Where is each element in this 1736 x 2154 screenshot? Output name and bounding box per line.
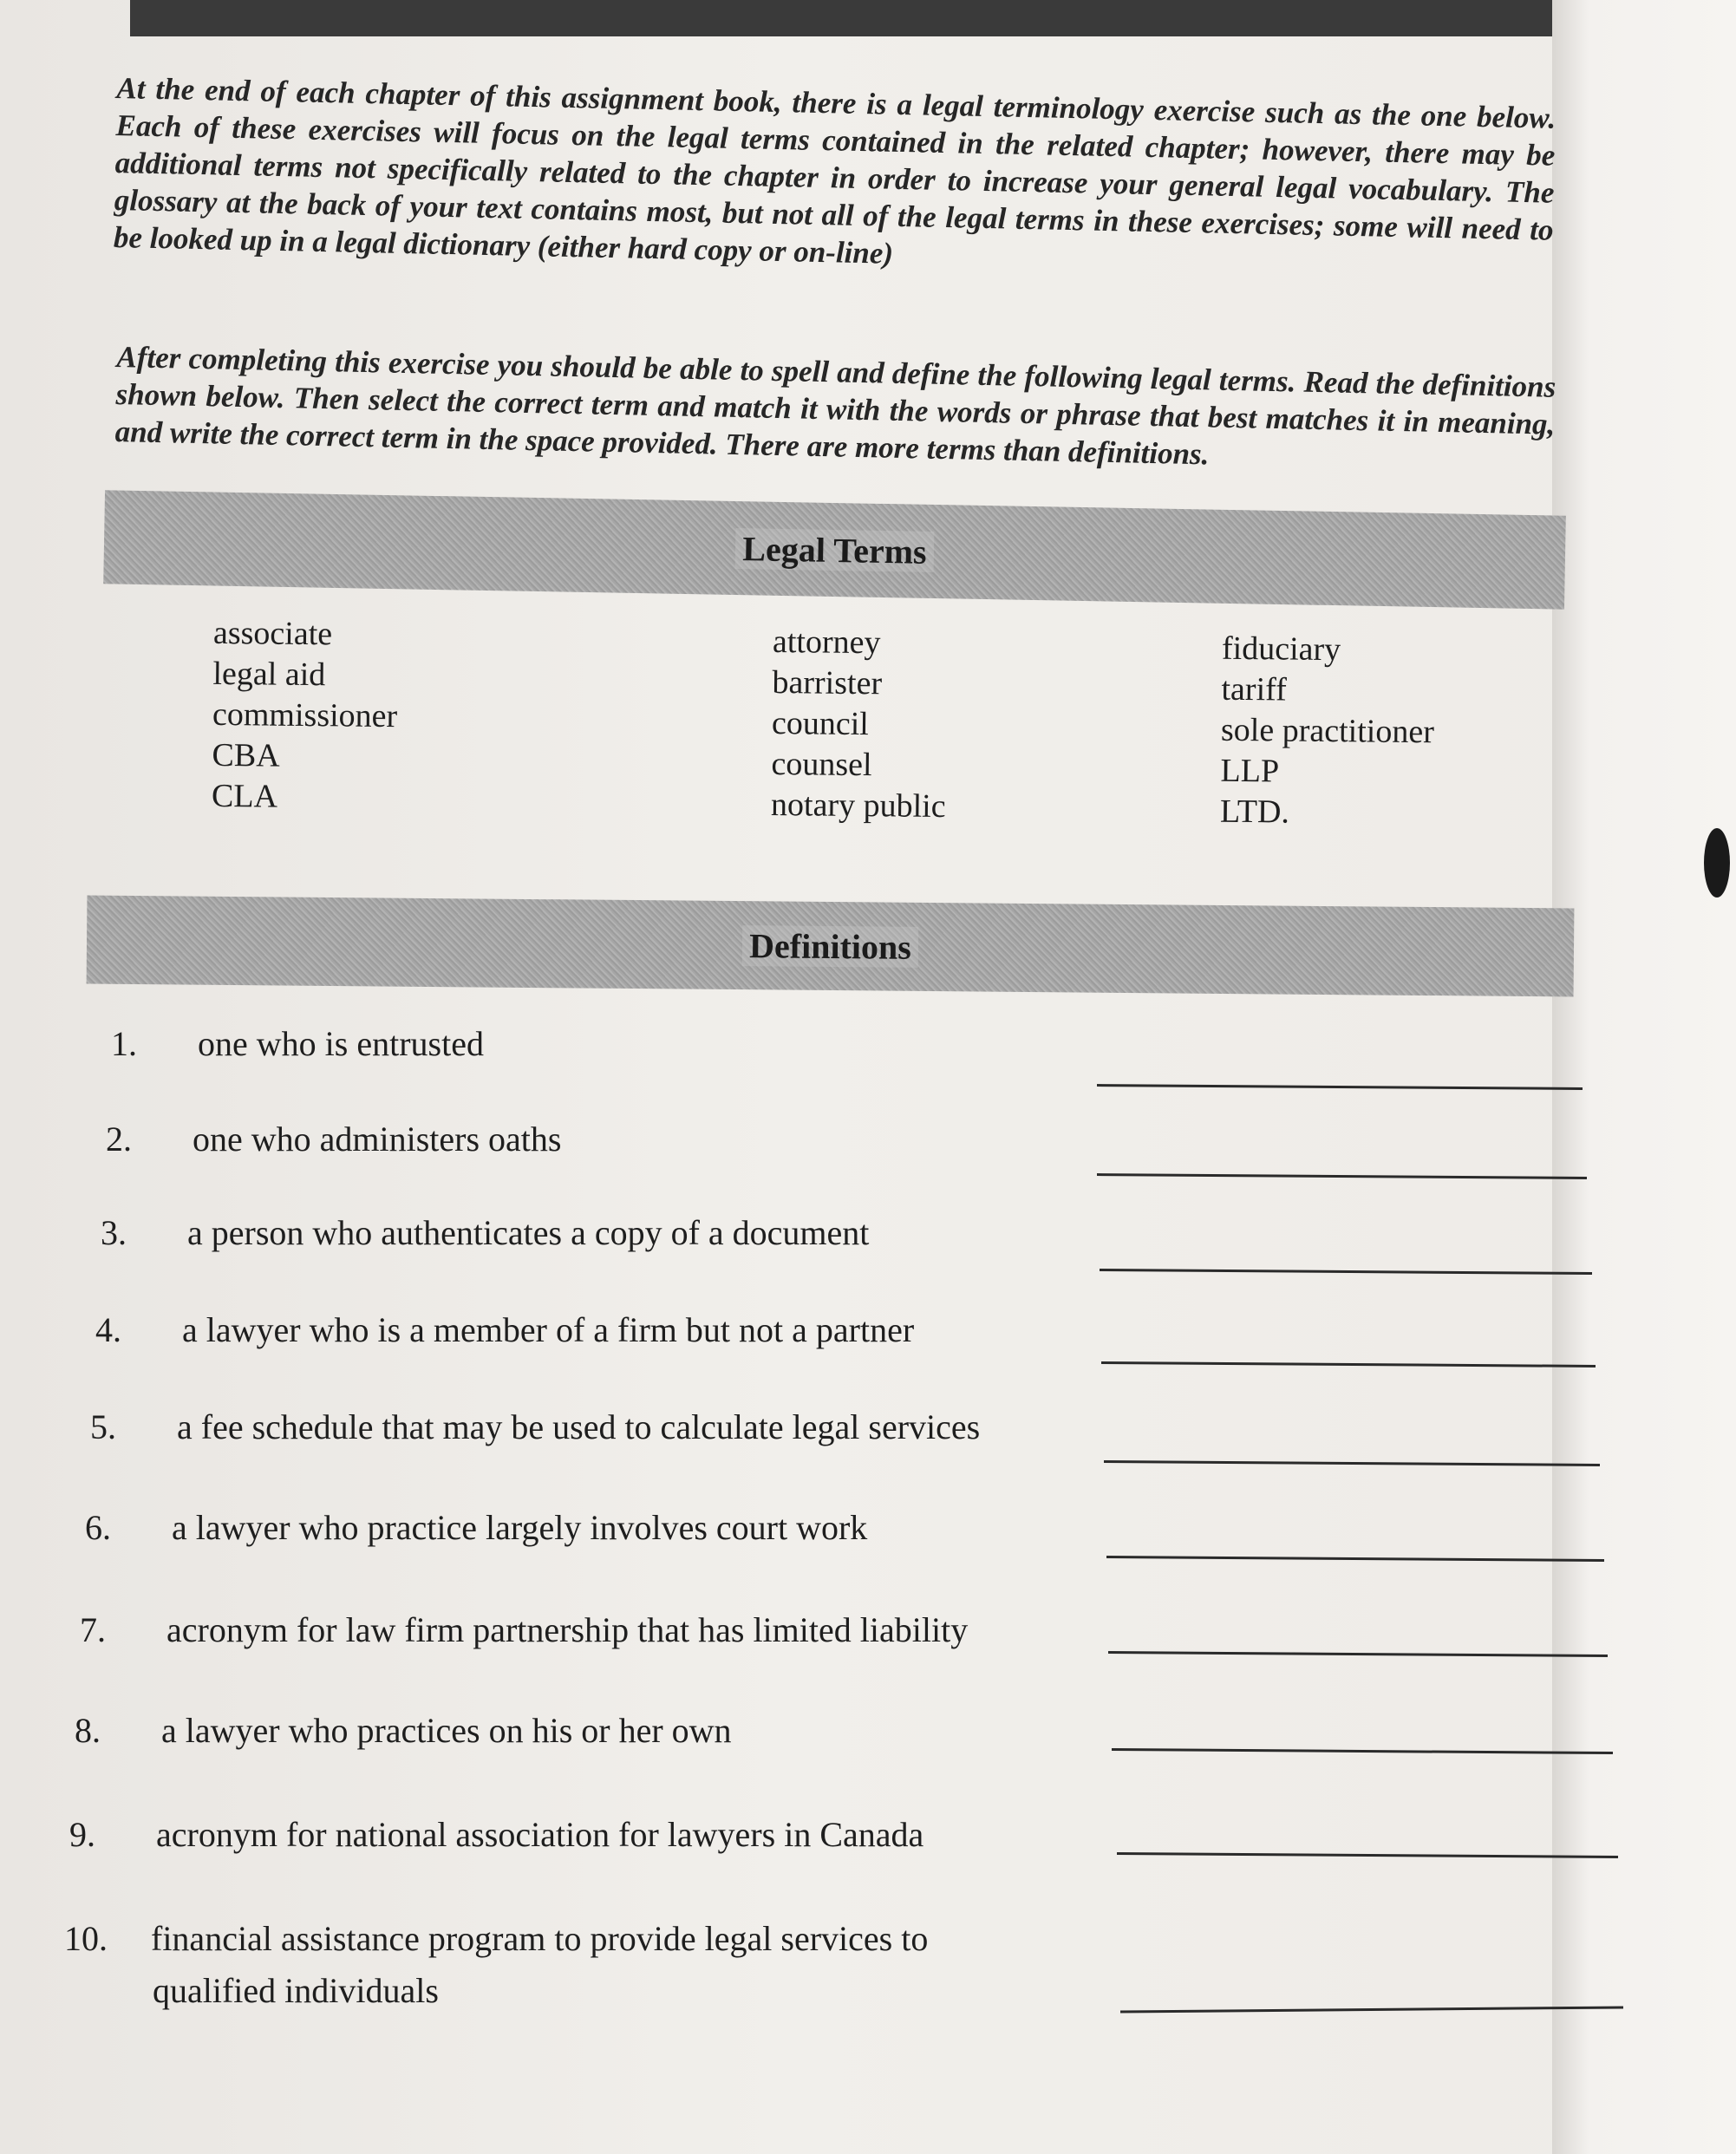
definition-number: 3. — [101, 1213, 127, 1252]
term-tariff: tariff — [1221, 670, 1287, 708]
definition-text: acronym for law firm partnership that has limited liability — [166, 1610, 969, 1649]
answer-blank-9[interactable] — [1117, 1852, 1618, 1858]
definition-number: 8. — [75, 1711, 101, 1750]
definition-number: 6. — [85, 1508, 111, 1547]
definition-text: one who administers oaths — [193, 1119, 562, 1159]
definition-text: a fee schedule that may be used to calculate legal services — [177, 1407, 981, 1446]
definition-text: a person who authenticates a copy of a document — [187, 1213, 870, 1252]
term-sole-practitioner: sole practitioner — [1220, 711, 1435, 751]
answer-blank-10[interactable] — [1120, 2006, 1623, 2013]
terms-column-3 — [1220, 629, 1435, 835]
definition-text: acronym for national association for lawyers in Canada — [156, 1815, 924, 1854]
term-cla: CLA — [211, 777, 278, 815]
term-legal-aid: legal aid — [212, 655, 326, 694]
answer-blank-4[interactable] — [1101, 1361, 1596, 1367]
term-council: council — [771, 704, 870, 743]
page-right-edge — [1552, 0, 1736, 2154]
definition-number: 5. — [90, 1407, 116, 1446]
answer-blank-8[interactable] — [1112, 1748, 1613, 1754]
answer-blank-7[interactable] — [1108, 1651, 1608, 1657]
definition-8 — [75, 1710, 732, 1751]
definition-number: 1. — [111, 1024, 137, 1063]
definition-10 — [64, 1918, 928, 1959]
definition-1 — [111, 1023, 484, 1064]
definition-4 — [95, 1309, 914, 1350]
definition-6 — [85, 1507, 867, 1548]
term-fiduciary: fiduciary — [1221, 630, 1341, 669]
terms-column-2 — [771, 622, 948, 827]
binder-hole — [1704, 828, 1730, 898]
answer-blank-5[interactable] — [1104, 1460, 1600, 1466]
answer-blank-1[interactable] — [1097, 1084, 1583, 1090]
term-associate: associate — [212, 614, 333, 653]
definition-7 — [80, 1609, 968, 1650]
term-attorney: attorney — [772, 623, 881, 662]
definition-2 — [106, 1119, 562, 1159]
definition-3 — [101, 1212, 869, 1253]
definition-number: 7. — [80, 1610, 106, 1649]
top-dark-edge — [130, 0, 1557, 36]
answer-blank-6[interactable] — [1106, 1556, 1604, 1562]
legal-terms-header — [103, 490, 1566, 609]
terms-column-1 — [212, 613, 399, 819]
definition-number: 2. — [106, 1119, 132, 1159]
term-notary-public: notary public — [770, 786, 946, 826]
definition-text: one who is entrusted — [198, 1024, 484, 1063]
term-cba: CBA — [212, 736, 280, 774]
definition-text: a lawyer who practice largely involves court work — [172, 1508, 868, 1547]
definition-number: 4. — [95, 1310, 121, 1349]
definition-number: 10. — [64, 1919, 108, 1958]
term-commissioner: commissioner — [212, 695, 398, 735]
definition-text: a lawyer who is a member of a firm but not a partner — [182, 1310, 915, 1349]
definitions-heading: Definitions — [742, 925, 918, 968]
definition-number: 9. — [69, 1815, 95, 1854]
definitions-header — [87, 896, 1575, 997]
definition-5 — [90, 1407, 980, 1447]
term-ltd: LTD. — [1219, 793, 1290, 831]
definition-9 — [69, 1814, 923, 1855]
answer-blank-3[interactable] — [1100, 1269, 1592, 1275]
definition-10-line-2: qualified individuals — [153, 1971, 439, 2010]
term-counsel: counsel — [771, 745, 872, 784]
term-barrister: barrister — [772, 663, 883, 702]
answer-blank-2[interactable] — [1097, 1173, 1587, 1179]
definition-text: a lawyer who practices on his or her own — [161, 1711, 732, 1750]
definition-text: financial assistance program to provide legal services to — [151, 1919, 929, 1958]
legal-terms-heading: Legal Terms — [735, 528, 934, 572]
term-llp: LLP — [1220, 752, 1280, 790]
intro-paragraph-2: After completing this exercise you should be able to spell and define the following legal terms. Read the definitions shown below. Then select the correct term and match it with the words or phrase that best matches it in meaning, and write the correct term in the space provided. There are more terms than definitions. — [114, 339, 1557, 472]
intro-paragraph-1: At the end of each chapter of this assignment book, there is a legal terminology exercise such as the one below. Each of these exercises will focus on the legal terms contained in the related chapter; however, there may be additional terms not specifically related to the chapter in order to increase your general legal vocabulary. The glossary at the back of your text contains most, but not all of the legal terms in these exercises; some will need to be looked up in a legal dictionary (either hard copy or on-line) — [113, 70, 1557, 271]
